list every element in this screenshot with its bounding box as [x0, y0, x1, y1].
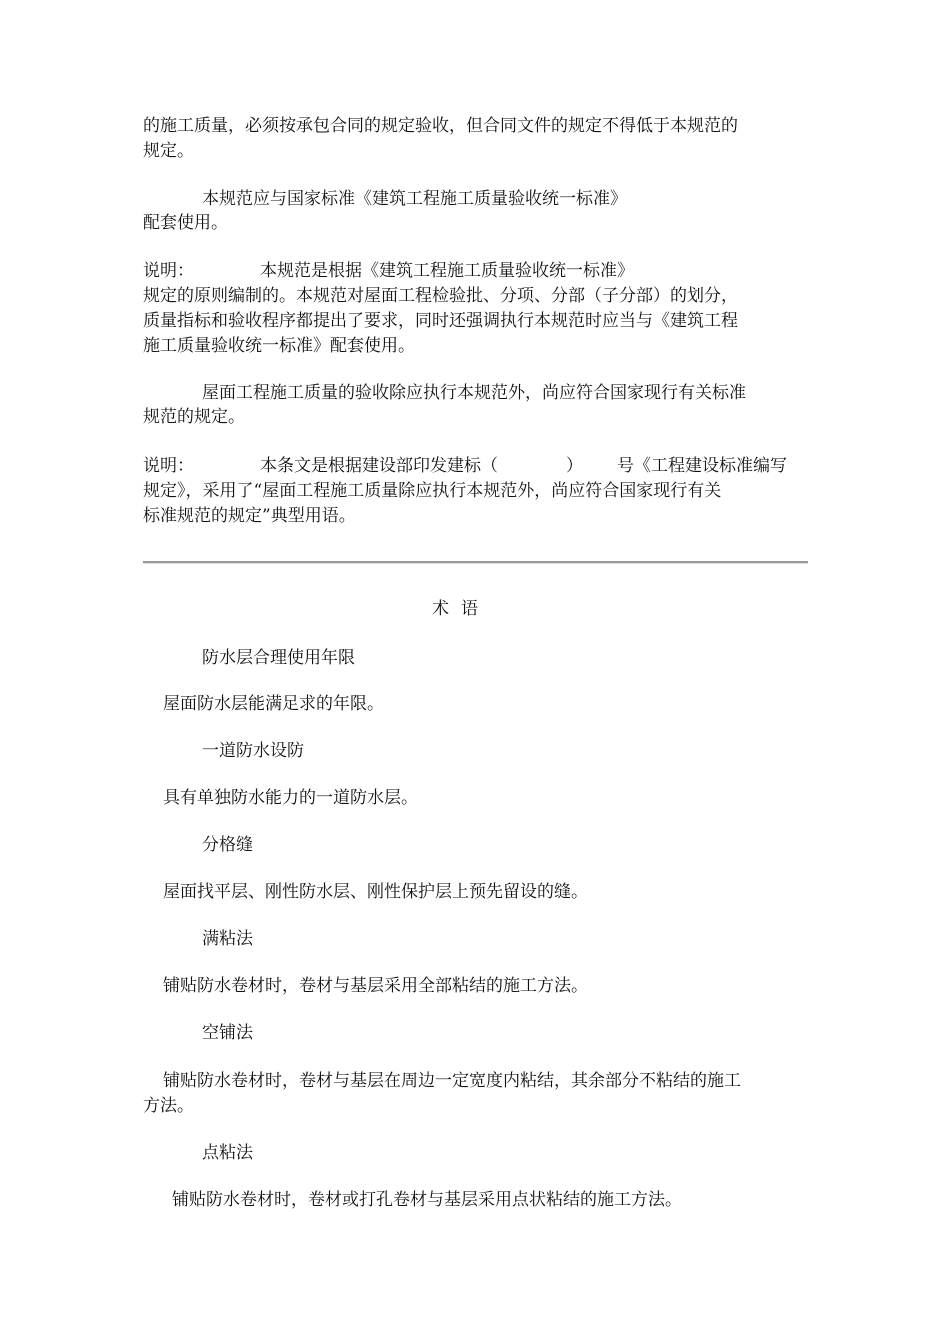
term-6-definition: 铺贴防水卷材时，卷材或打孔卷材与基层采用点状粘结的施工方法。	[172, 1190, 682, 1210]
note-2-line-1b: ）	[566, 456, 583, 476]
note-1-line-4: 施工质量验收统一标准》配套使用。	[143, 336, 415, 356]
note-1-label: 说明：	[143, 261, 194, 281]
paragraph-1-line-1: 的施工质量，必须按承包合同的规定验收，但合同文件的规定不得低于本规范的	[143, 116, 738, 136]
term-6: 点粘法	[202, 1143, 253, 1163]
paragraph-1-line-2: 规定。	[143, 141, 194, 161]
note-2-line-1a: 本条文是根据建设部印发建标（	[260, 456, 498, 476]
horizontal-divider	[143, 561, 808, 564]
section-heading-terms: 术语	[432, 599, 490, 619]
note-1-line-1: 本规范是根据《建筑工程施工质量验收统一标准》	[260, 261, 634, 281]
term-4: 满粘法	[202, 929, 253, 949]
note-2-line-2: 规定》，采用了“屋面工程施工质量除应执行本规范外，尚应符合国家现行有关	[143, 481, 722, 501]
paragraph-2-line-1: 本规范应与国家标准《建筑工程施工质量验收统一标准》	[202, 189, 627, 209]
paragraph-2-line-2: 配套使用。	[143, 213, 228, 233]
term-5: 空铺法	[202, 1023, 253, 1043]
term-2: 一道防水设防	[202, 741, 304, 761]
term-3-definition: 屋面找平层、刚性防水层、刚性保护层上预先留设的缝。	[163, 882, 588, 902]
term-1-definition: 屋面防水层能满足求的年限。	[163, 694, 384, 714]
term-1: 防水层合理使用年限	[202, 648, 355, 668]
paragraph-3-line-1: 屋面工程施工质量的验收除应执行本规范外，尚应符合国家现行有关标准	[202, 383, 746, 403]
term-2-definition: 具有单独防水能力的一道防水层。	[163, 788, 418, 808]
note-2-line-1c: 号《工程建设标准编写	[617, 456, 787, 476]
note-1-line-3: 质量指标和验收程序都提出了要求，同时还强调执行本规范时应当与《建筑工程	[143, 311, 738, 331]
term-5-definition-line-1: 铺贴防水卷材时，卷材与基层在周边一定宽度内粘结，其余部分不粘结的施工	[163, 1071, 741, 1091]
paragraph-3-line-2: 规范的规定。	[143, 407, 245, 427]
term-5-definition-line-2: 方法。	[143, 1096, 194, 1116]
note-2-label: 说明：	[143, 456, 194, 476]
term-4-definition: 铺贴防水卷材时，卷材与基层采用全部粘结的施工方法。	[163, 976, 588, 996]
term-3: 分格缝	[202, 835, 253, 855]
note-1-line-2: 规定的原则编制的。本规范对屋面工程检验批、分项、分部（子分部）的划分，	[143, 286, 738, 306]
note-2-line-3: 标准规范的规定”典型用语。	[143, 506, 356, 526]
